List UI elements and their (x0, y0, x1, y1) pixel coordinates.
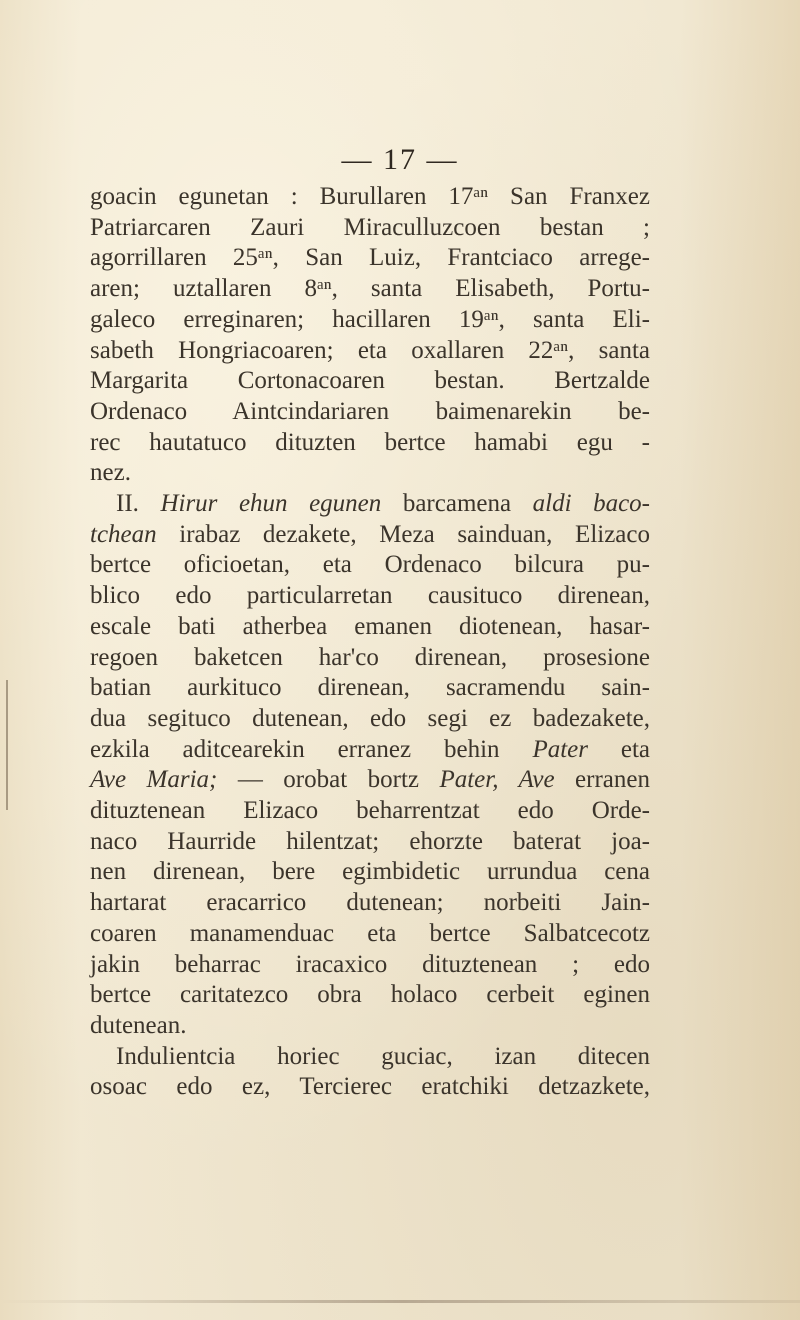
text-line: dua segituco dutenean, edo segi ez badezakete, (90, 704, 650, 732)
text-line (90, 735, 650, 766)
text-line: nen direnean, bere egimbidetic urrundua cena (90, 858, 650, 886)
italic-phrase: Pater, Ave (439, 766, 555, 794)
text-run: erranen (554, 766, 650, 794)
text-line: coaren manamenduac eta bertce Salbatcecotz (90, 919, 650, 947)
text-line: rec hautatuco dituzten bertce hamabi egu - (90, 428, 650, 456)
text-line: goacin egunetan : Burullaren 17ᵃⁿ San Franxez (90, 183, 650, 210)
text-line (90, 765, 650, 796)
text-run: eta (587, 735, 651, 763)
italic-phrase: tchean (90, 520, 157, 548)
text-line: osoac edo ez, Tercierec eratchiki detzazkete, (90, 1073, 650, 1101)
text-run: — orobat bortz (217, 766, 440, 794)
page-edge-mark (0, 680, 8, 810)
text-line: blico edo particularretan causituco direnean, (90, 582, 650, 610)
text-run: ezkila aditcearekin erranez behin (90, 735, 533, 763)
text-run: barcamena (381, 490, 533, 518)
text-line: Ordenaco Aintcindariaren baimenarekin be- (90, 397, 650, 425)
text-line: nez. (90, 459, 131, 487)
text-line: agorrillaren 25ᵃⁿ, San Luiz, Frantciaco arrege- (90, 244, 650, 272)
text-line: galeco erreginaren; hacillaren 19ᵃⁿ, santa Eli- (90, 305, 650, 333)
text-line: hartarat eracarrico dutenean; norbeiti Jain- (90, 889, 650, 917)
text-line: bertce oficioetan, eta Ordenaco bilcura pu- (90, 551, 650, 579)
italic-phrase: Hirur ehun egunen (160, 490, 382, 518)
section-number: II. (116, 490, 161, 518)
italic-phrase: Pater (532, 735, 588, 763)
paragraph-2-first-line (90, 489, 650, 520)
bottom-edge-shadow (0, 1300, 800, 1303)
text-line: jakin beharrac iracaxico dituztenean ; edo (90, 950, 650, 978)
text-line: regoen baketcen har'co direnean, prosesione (90, 643, 650, 671)
text-line: dituztenean Elizaco beharrentzat edo Orde- (90, 797, 650, 825)
paragraph-3-first-line: Indulientcia horiec guciac, izan ditecen (116, 1042, 650, 1070)
italic-phrase: Ave Maria; (90, 766, 218, 794)
text-line: Patriarcaren Zauri Miraculluzcoen bestan ; (90, 213, 650, 241)
text-line: dutenean. (90, 1011, 187, 1039)
text-line: escale bati atherbea emanen diotenean, hasar- (90, 612, 650, 640)
text-line: bertce caritatezco obra holaco cerbeit eginen (90, 981, 650, 1009)
page-number: — 17 — (341, 143, 459, 176)
text-line: aren; uztallaren 8ᵃⁿ, santa Elisabeth, Portu- (90, 275, 650, 303)
text-line: batian aurkituco direnean, sacramendu sain- (90, 674, 650, 702)
text-line: sabeth Hongriacoaren; eta oxallaren 22ᵃⁿ, santa (90, 336, 650, 364)
italic-phrase: aldi baco- (532, 490, 650, 518)
text-line (90, 520, 650, 551)
text-line: Margarita Cortonacoaren bestan. Bertzalde (90, 367, 650, 395)
text-line: naco Haurride hilentzat; ehorzte baterat joa- (90, 827, 650, 855)
body-text (90, 182, 650, 1103)
text-run: irabaz dezakete, Meza sainduan, Elizaco (156, 520, 650, 548)
